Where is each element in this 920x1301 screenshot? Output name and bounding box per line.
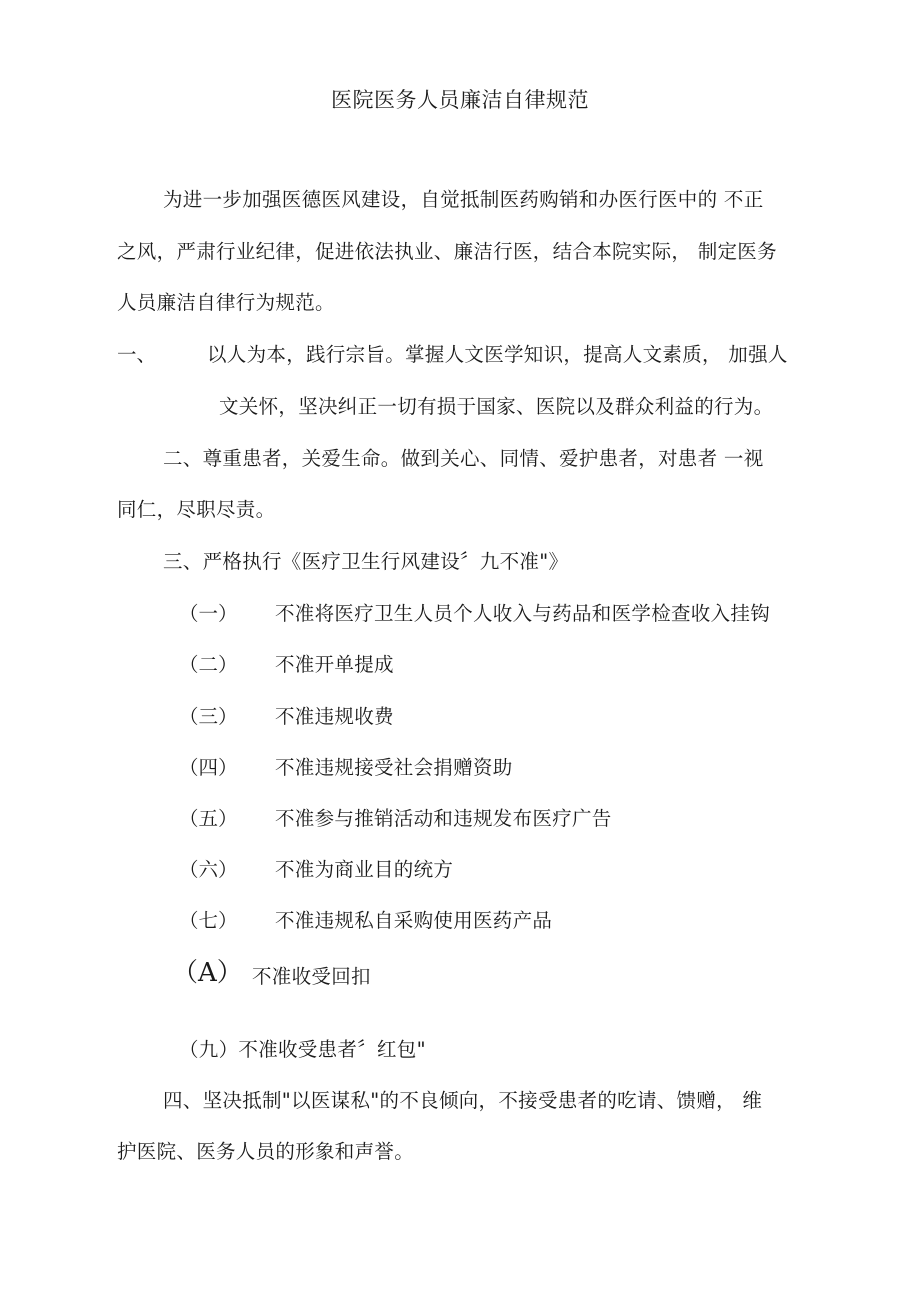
list-item-8-text: 不准收受回扣: [252, 965, 371, 988]
list-item-text: 不准参与推销活动和违规发布医疗广告: [275, 807, 612, 830]
intro-line-1: 为进一步加强医德医风建设，自觉抵制医药购销和办医行医中的 不正: [163, 188, 764, 211]
document-title: 医院医务人员廉洁自律规范: [331, 88, 589, 112]
list-item-number: （五）: [179, 807, 238, 830]
list-item-8-number: （A）: [172, 958, 243, 988]
section-1-number: 一、: [117, 343, 157, 366]
intro-line-3: 人员廉洁自律行为规范。: [117, 291, 335, 314]
list-item-text: 不准违规收费: [275, 705, 394, 728]
section-3-heading: 三、严格执行《医疗卫生行风建设〞九不准"》: [163, 550, 569, 573]
intro-line-2: 之风，严肃行业纪律，促进依法执业、廉洁行医，结合本院实际， 制定医务: [117, 240, 777, 263]
list-item-number: （一）: [179, 602, 238, 625]
list-item-number: （四）: [179, 756, 238, 779]
list-item-text: 不准将医疗卫生人员个人收入与药品和医学检查收入挂钩: [275, 602, 771, 625]
list-item-number: （三）: [179, 705, 238, 728]
section-2-line-2: 同仁，尽职尽责。: [117, 498, 276, 521]
list-item-number: （七）: [179, 909, 238, 932]
list-item-number: （二）: [179, 653, 238, 676]
section-4-line-2: 护医院、医务人员的形象和声誉。: [117, 1140, 415, 1163]
section-1-line-2: 文关怀，坚决纠正一切有损于国家、医院以及群众利益的行为。: [219, 395, 774, 418]
list-item-number: （六）: [179, 858, 238, 881]
list-item-text: 不准违规接受社会捐赠资助: [275, 756, 513, 779]
list-item-text: 不准违规私自采购使用医药产品: [275, 909, 553, 932]
section-1-line-1: 以人为本，践行宗旨。掌握人文医学知识，提高人文素质， 加强人: [207, 343, 788, 366]
list-item-text: 不准开单提成: [275, 653, 394, 676]
list-item-text: 不准为商业目的统方: [275, 858, 454, 881]
section-4-line-1: 四、坚决抵制"以医谋私"的不良倾向，不接受患者的吃请、馈赠， 维: [163, 1089, 763, 1112]
section-2-line-1: 二、尊重患者，关爱生命。做到关心、同情、爱护患者，对患者 一视: [163, 447, 764, 470]
list-item-9: （九）不准收受患者〞红包": [179, 1038, 426, 1061]
